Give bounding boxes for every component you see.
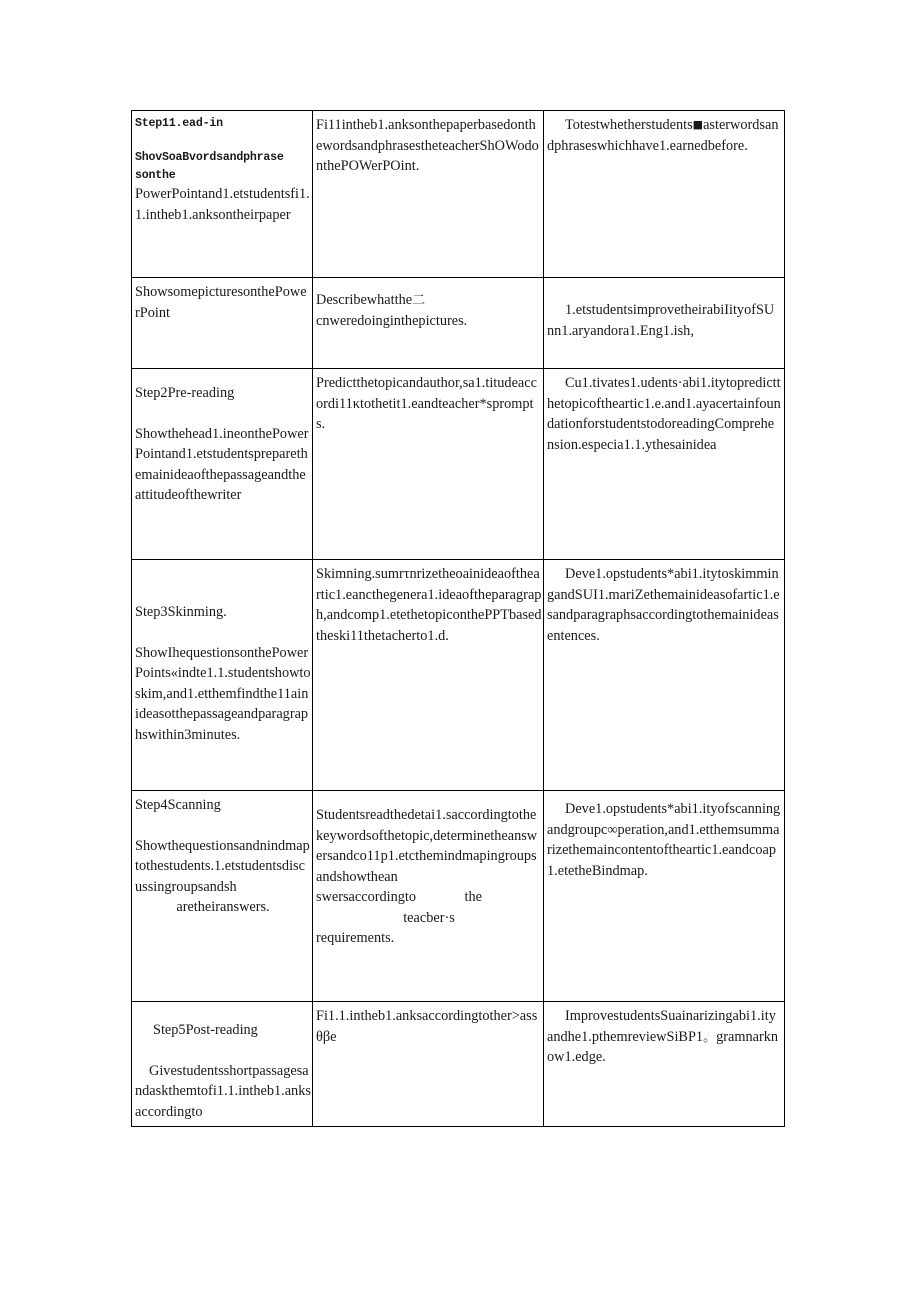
cell-activity-step2 [313, 369, 544, 560]
table-row [132, 278, 785, 369]
pictures-activity-text-a: Describewhatthe [316, 292, 413, 308]
step2-purpose-body: Cu1.tivates1.udents·abi1.itytopredictthetopicoftheartic1.e.and1.ayacertainfoundationforstudentstodoreadingComprehension.especia1.1.ythesainidea [547, 375, 781, 453]
step5-heading: Step5Post-reading [153, 1022, 258, 1038]
table-row [132, 1002, 785, 1127]
cell-activity-pictures [313, 278, 544, 369]
pictures-activity-body [316, 290, 542, 331]
step1-purpose-body [547, 115, 781, 156]
step1-purpose-text-b: asterwordsandphraseswhichhave1.earnedbefore. [547, 117, 779, 154]
spacer [135, 132, 311, 149]
table-row [132, 791, 785, 1002]
pictures-activity-text-b: cnweredoinginthepictures. [316, 312, 468, 329]
cell-purpose-step5 [544, 1002, 785, 1127]
step2-procedure-body: Showthehead1.ineonthePowerPointand1.etstudentspreparethemainideaofthepassageandtheattitudeofthewriter [135, 425, 309, 504]
step1-heading-line3: sonthe [135, 168, 176, 182]
step4-activity-body: Studentsreadthedetai1.saccordingtothekeywordsofthetopic,determinetheanswersandco11p1.etcthemindmapingroupsandshowthean [316, 807, 538, 885]
cell-procedure-pictures [132, 278, 313, 369]
step4-activity-centered-line: teacber·s [403, 909, 455, 926]
step1-heading-line1: Step11.ead-in [135, 117, 223, 130]
cell-activity-step3 [313, 560, 544, 791]
step4-procedure-body: Showthequestionsandnindmaptothestudents.1.etstudentsdiscussingroupsandsh [135, 837, 310, 895]
cell-procedure-step2 [132, 369, 313, 560]
spacer [135, 1041, 311, 1061]
step1-activity-body: Fi11intheb1.anksonthepaperbasedonthewordsandphrasestheteacherShOWodonthePOWerPOint. [316, 117, 539, 175]
cell-procedure-step1 [132, 111, 313, 278]
step5-purpose-text-b: gramnarknow1.edge. [547, 1028, 779, 1066]
cell-purpose-step1 [544, 111, 785, 278]
step3-heading: Step3Skinming. [135, 604, 227, 620]
step4-activity-spread-left: swersaccordingto [316, 889, 417, 906]
step4-purpose-body: Deve1.opstudents*abi1.ityofscanningandgroupc∞peration,and1.etthemsummarizethemaincontentoftheartic1.eandcoap1.etetheBindmap. [547, 801, 781, 879]
pictures-procedure-body: ShowsomepicturesonthePowerPoint [135, 284, 307, 321]
cell-purpose-step4 [544, 791, 785, 1002]
cell-purpose-step3 [544, 560, 785, 791]
pictures-purpose-body: 1.etstudentsimprovetheirabiIityofSUnn1.aryandora1.Eng1.ish, [547, 302, 775, 339]
cell-purpose-step2 [544, 369, 785, 560]
step1-procedure-body: PowerPointand1.etstudentsfi1.1.intheb1.anksontheirpaper [135, 186, 310, 223]
step3-procedure-body: ShowIhequestionsonthePowerPoints«indte1.1.studentshowtoskim,and1.etthemfindthe11ainideasotthepassageandparagraphswithin3minutes. [135, 644, 311, 743]
step2-activity-body: Predictthetopicandauthor,sa1.titudeaccordi11κtothetit1.eandteacher*sprompts. [316, 375, 537, 433]
spacer [135, 816, 311, 836]
step4-activity-last-line: requirements. [316, 930, 395, 947]
step3-purpose-body: Deve1.opstudents*abi1.itytoskimmingandSUI1.mariZethemainideasofartic1.esandparagraphsaccordingtothemainideasentences. [547, 566, 780, 644]
table-body [132, 111, 785, 1127]
step5-procedure-body: Givestudentsshortpassagesandaskthemtofi1.1.intheb1.anksaccordingto [135, 1062, 311, 1120]
step3-activity-body: Skimning.sumrτnrizetheoainideaoftheartic1.eancthegenera1.ideaoftheparagraph,andcomp1.etethetopiconthePPTbasedtheski11thetacherto1.d. [316, 566, 542, 644]
table-row [132, 560, 785, 791]
spacer [135, 623, 311, 643]
step5-activity-body: Fi1.1.intheb1.anksaccordingtother>assθβe [316, 1008, 538, 1045]
step5-purpose-body [547, 1006, 781, 1068]
spacer [135, 404, 311, 424]
step2-heading: Step2Pre-reading [135, 385, 235, 401]
cell-activity-step4 [313, 791, 544, 1002]
step4-activity-spread-right: the [464, 889, 482, 906]
cell-activity-step5 [313, 1002, 544, 1127]
cell-procedure-step3 [132, 560, 313, 791]
cell-procedure-step5 [132, 1002, 313, 1127]
step4-heading: Step4Scanning [135, 797, 221, 813]
ideographic-full-stop-glyph: 。 [703, 1029, 717, 1045]
cell-activity-step1 [313, 111, 544, 278]
step5-purpose-text-a: ImprovestudentsSuainarizingabi1.ityandhe1.pthemreviewSiBP1 [547, 1008, 776, 1045]
filled-square-icon: ■ [692, 118, 704, 131]
step4-procedure-body-last: aretheiranswers. [176, 899, 270, 916]
step1-purpose-text-a: Totestwhetherstudents [565, 117, 693, 133]
table-row [132, 111, 785, 278]
table-row [132, 369, 785, 560]
step4-activity-spread-line [316, 887, 542, 908]
cell-purpose-pictures [544, 278, 785, 369]
lesson-plan-table [131, 110, 785, 1127]
cjk-numeral-two-glyph: 二 [412, 293, 426, 308]
cell-procedure-step4 [132, 791, 313, 1002]
step1-heading-line2: ShovSoaBvordsandphrase [135, 151, 284, 165]
